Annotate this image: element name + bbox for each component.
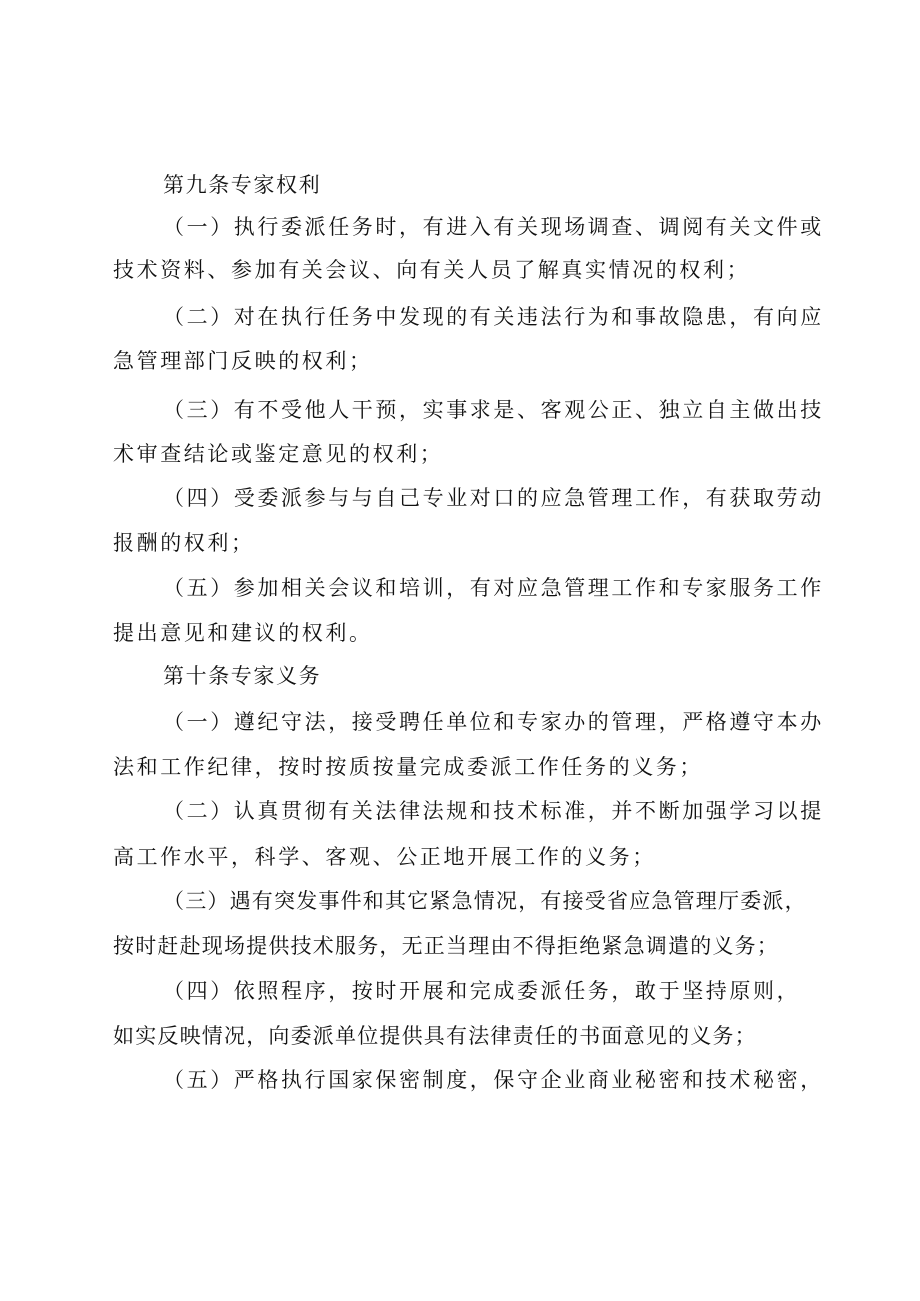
article-10-item-3-line-2: 按时赶赴现场提供技术服务，无正当理由不得拒绝紧急调遣的义务；	[113, 934, 779, 958]
article-10-item-2-line-2: 高工作水平，科学、客观、公正地开展工作的义务；	[113, 845, 656, 869]
article-9-title: 第九条专家权利	[163, 173, 322, 197]
article-10-item-3-line-1: （三）遇有突发事件和其它紧急情况，有接受省应急管理厅委派，	[163, 889, 807, 913]
article-10-item-4-line-2: 如实反映情况，向委派单位提供具有法律责任的书面意见的义务；	[113, 1024, 757, 1048]
article-9-item-5-line-2: 提出意见和建议的权利。	[113, 621, 373, 645]
article-10-item-1-line-2: 法和工作纪律，按时按质按量完成委派工作任务的义务；	[113, 755, 703, 779]
article-10-title: 第十条专家义务	[163, 664, 322, 688]
article-9-item-3-line-2: 术审查结论或鉴定意见的权利；	[113, 442, 444, 466]
article-9-item-5-line-1: （五）参加相关会议和培训，有对应急管理工作和专家服务工作	[163, 576, 824, 600]
article-9-item-3-line-1: （三）有不受他人干预，实事求是、客观公正、独立自主做出技	[163, 398, 824, 422]
article-9-item-1-line-1: （一）执行委派任务时，有进入有关现场调查、调阅有关文件或	[163, 215, 824, 239]
article-10-item-1-line-1: （一）遵纪守法，接受聘任单位和专家办的管理，严格遵守本办	[163, 710, 824, 734]
article-9-item-1-line-2: 技术资料、参加有关会议、向有关人员了解真实情况的权利；	[113, 258, 751, 282]
article-9-item-4-line-2: 报酬的权利；	[113, 531, 255, 555]
article-9-item-2-line-1: （二）对在执行任务中发现的有关违法行为和事故隐患，有向应	[163, 305, 824, 329]
article-10-item-2-line-1: （二）认真贯彻有关法律法规和技术标准，并不断加强学习以提	[163, 799, 824, 823]
article-10-item-4-line-1: （四）依照程序，按时开展和完成委派任务，敢于坚持原则，	[163, 979, 801, 1003]
article-9-item-2-line-2: 急管理部门反映的权利；	[113, 349, 373, 373]
article-10-item-5-line-1: （五）严格执行国家保密制度，保守企业商业秘密和技术秘密，	[163, 1068, 824, 1092]
article-9-item-4-line-1: （四）受委派参与与自己专业对口的应急管理工作，有获取劳动	[163, 486, 824, 510]
